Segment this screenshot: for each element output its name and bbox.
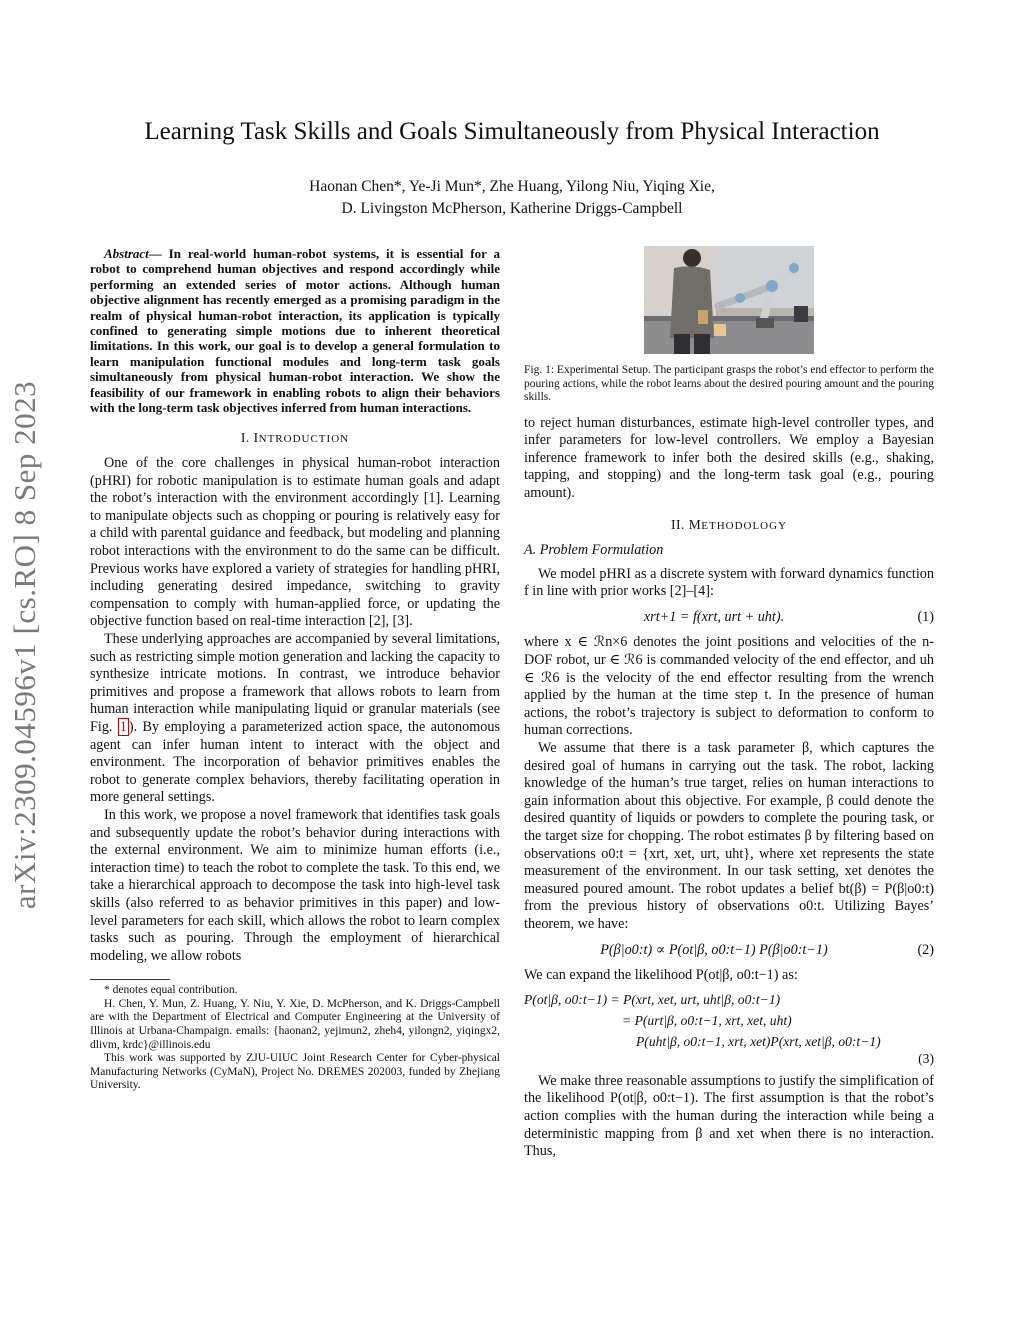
- intro-paragraph-2: [90, 631, 500, 807]
- lab-scene-illustration: [644, 246, 814, 354]
- footnotes: [90, 979, 500, 1093]
- intro-paragraph-3: In this work, we propose a novel framework that identifies task goals and subsequently update the robot’s behavior during interactions with the external environment. We aim to minimize human efforts (i.e., interaction time) to teach the robot to complete the task. To this end, we take a hierarchical approach to decompose the task into high-level task skills (also referred to as behavior primitives in this paper) and low-level parameters for each skill, which allows the robot to learn complex tasks such as pouring. Through the employment of hierarchical modeling, we allow robots: [90, 806, 500, 964]
- authors-line-2: D. Livingston McPherson, Katherine Driggs-Campbell: [341, 200, 683, 217]
- equation-2-body: P(β|o0:t) ∝ P(ot|β, o0:t−1) P(β|o0:t−1): [600, 941, 828, 958]
- footnote-affiliations: H. Chen, Y. Mun, Z. Huang, Y. Niu, Y. Xie, D. McPherson, and K. Driggs-Campbell are with the Department of Electrical and Computer Engineering at the University of Illinois at Urbana-Champaign. emails: {haonan2, yejimun2, zheh4, yilongn2, yiqingx2, dlivm, krdc}@illinois.edu: [90, 997, 500, 1051]
- model-paragraph: We model pHRI as a discrete system with forward dynamics function f in line with prior works [2]–[4]:: [524, 565, 934, 600]
- footnote-equal-contribution: * denotes equal contribution.: [104, 984, 238, 997]
- where-paragraph: where x ∈ ℛn×6 denotes the joint positions and velocities of the n-DOF robot, ur ∈ ℛ6 is commanded velocity of the end effector, and uh ∈ ℛ6 is the velocity of the end effector resulting from the wrench applied by the human at the time step t. In the presence of human actions, the robot’s trajectory is subject to deformation to conform to human corrections.: [524, 634, 934, 739]
- arxiv-identifier: arXiv:2309.04596v1 [cs.RO] 8 Sep 2023: [7, 380, 43, 910]
- section-heading-rest: NTRODUCTION: [258, 433, 350, 446]
- equation-3-number: (3): [918, 1050, 934, 1066]
- equation-2-number: (2): [917, 941, 934, 958]
- equation-2: [524, 942, 934, 960]
- section-heading-initial: M: [688, 517, 702, 533]
- intro-paragraph-2-part-a: These underlying approaches are accompanied by several limitations, such as restricting simple motion generation and lacking the capacity to synthesize intricate motions. In contrast, we introduce behavior primitives and propose a framework that allows robots to learn from human interaction while manipulating liquid or granular materials (see Fig.: [90, 631, 500, 735]
- arxiv-sidebar: [2, 360, 48, 930]
- equation-3-line-3: P(uht|β, o0:t−1, xrt, xet)P(xrt, xet|β, o0:t−1): [636, 1033, 881, 1049]
- figure-reference-link[interactable]: 1: [119, 718, 127, 735]
- section-heading-methodology: [524, 516, 934, 536]
- section-heading-initial: I: [253, 430, 259, 446]
- author-list: [60, 176, 964, 220]
- abstract-text: — In real-world human-robot systems, it is essential for a robot to comprehend human objectives and respond accordingly while performing an extended series of motor actions. Although human objective alignment has recently emerged as a promising paradigm in the realm of physical human-robot interaction, its application is typically confined to generating simple motions due to inherent theoretical limitations. In this work, our goal is to develop a general formulation to learn manipulation functional modules and long-term task goals simultaneously from physical human-robot interaction. We show the feasibility of our framework in enabling robots to align their behaviors with the long-term task objectives inferred from human interactions.: [90, 246, 500, 416]
- equation-3-line-2: = P(urt|β, o0:t−1, xrt, xet, uht): [622, 1012, 792, 1028]
- equation-1-body: xrt+1 = f(xrt, urt + uht).: [643, 608, 785, 625]
- authors-line-1: Haonan Chen*, Ye-Ji Mun*, Zhe Huang, Yilong Niu, Yiqing Xie,: [309, 178, 715, 195]
- left-column: [90, 246, 500, 1093]
- experimental-setup-photo: [644, 246, 814, 354]
- right-column: [524, 246, 934, 1161]
- section-number: I.: [240, 430, 254, 446]
- equation-3: [524, 989, 934, 1069]
- section-number: II.: [670, 517, 689, 533]
- equation-1: [524, 609, 934, 627]
- footnote-funding: This work was supported by ZJU-UIUC Joint Research Center for Cyber-physical Manufacturing Networks (CyMaN), Project No. DREMES 202003, funded by Zhejiang University.: [90, 1052, 500, 1092]
- three-assumptions-paragraph: We make three reasonable assumptions to justify the simplification of the likelihood P(ot|β, o0:t−1). The first assumption is that the robot’s action complies with the human during the interaction while being a deterministic mapping from β and xet when there is no interaction. Thus,: [524, 1072, 934, 1160]
- section-heading-rest: ETHODOLOGY: [701, 520, 788, 533]
- figure-caption: Fig. 1: Experimental Setup. The participant grasps the robot’s end effector to perform the pouring actions, while the robot learns about the desired pouring amount and the pouring skills.: [524, 364, 934, 403]
- subsection-heading-problem-formulation: A. Problem Formulation: [524, 542, 664, 559]
- equation-3-line-1: P(ot|β, o0:t−1) = P(xrt, xet, urt, uht|β, o0:t−1): [524, 991, 781, 1007]
- footnote-divider: [90, 979, 170, 980]
- equation-1-number: (1): [917, 608, 934, 625]
- abstract: [90, 246, 500, 415]
- section-heading-introduction: [90, 429, 500, 449]
- paper-title: Learning Task Skills and Goals Simultaneously from Physical Interaction: [144, 118, 880, 145]
- intro-paragraph-2-part-b: ). By employing a parameterized action space, the autonomous agent can infer human intent to interact with the object and environment. The incorporation of behavior primitives enables the robot to generate complex behaviors, thereby facilitating operation in more general settings.: [90, 718, 500, 806]
- intro-paragraph-1: One of the core challenges in physical human-robot interaction (pHRI) for robotic manipulation is to estimate human goals and adapt the robot’s interaction with the environment accordingly [1]. Learning to manipulate objects such as chopping or pouring is relatively easy for a child with parental guidance and feedback, but modeling and planning robot interactions with the environment to do the same can be difficult. Previous works have explored a variety of strategies for handling pHRI, including generating desired impedance, switching to gravity compensation to comply with human-applied force, or updating the objective function based on real-time interaction [2], [3].: [90, 455, 500, 630]
- assumption-paragraph: We assume that there is a task parameter β, which captures the desired goal of humans in carrying out the task. The robot, lacking knowledge of the human’s true target, relies on human interactions to gain information about this objective. For example, β could denote the desired quantity of liquids or powders to complete the pouring task, or the target size for chopping. The robot estimates β by filtering based on observations o0:t = {xrt, xet, urt, uht}, where xet represents the state measurement of the environment. In our task setting, xet denotes the measured poured amount. The robot updates a belief bt(β) = P(β|o0:t) from the previous history of observations o0:t. Utilizing Bayes’ theorem, we have:: [524, 740, 934, 932]
- expand-likelihood-paragraph: We can expand the likelihood P(ot|β, o0:t−1) as:: [524, 967, 798, 984]
- continued-paragraph: to reject human disturbances, estimate high-level controller types, and infer parameters for low-level controllers. We employ a Bayesian inference framework to infer both the desired skills (e.g., shaking, tapping, and stopping) and the long-term task goal (e.g., pouring amount).: [524, 414, 934, 501]
- abstract-label: Abstract: [104, 246, 149, 261]
